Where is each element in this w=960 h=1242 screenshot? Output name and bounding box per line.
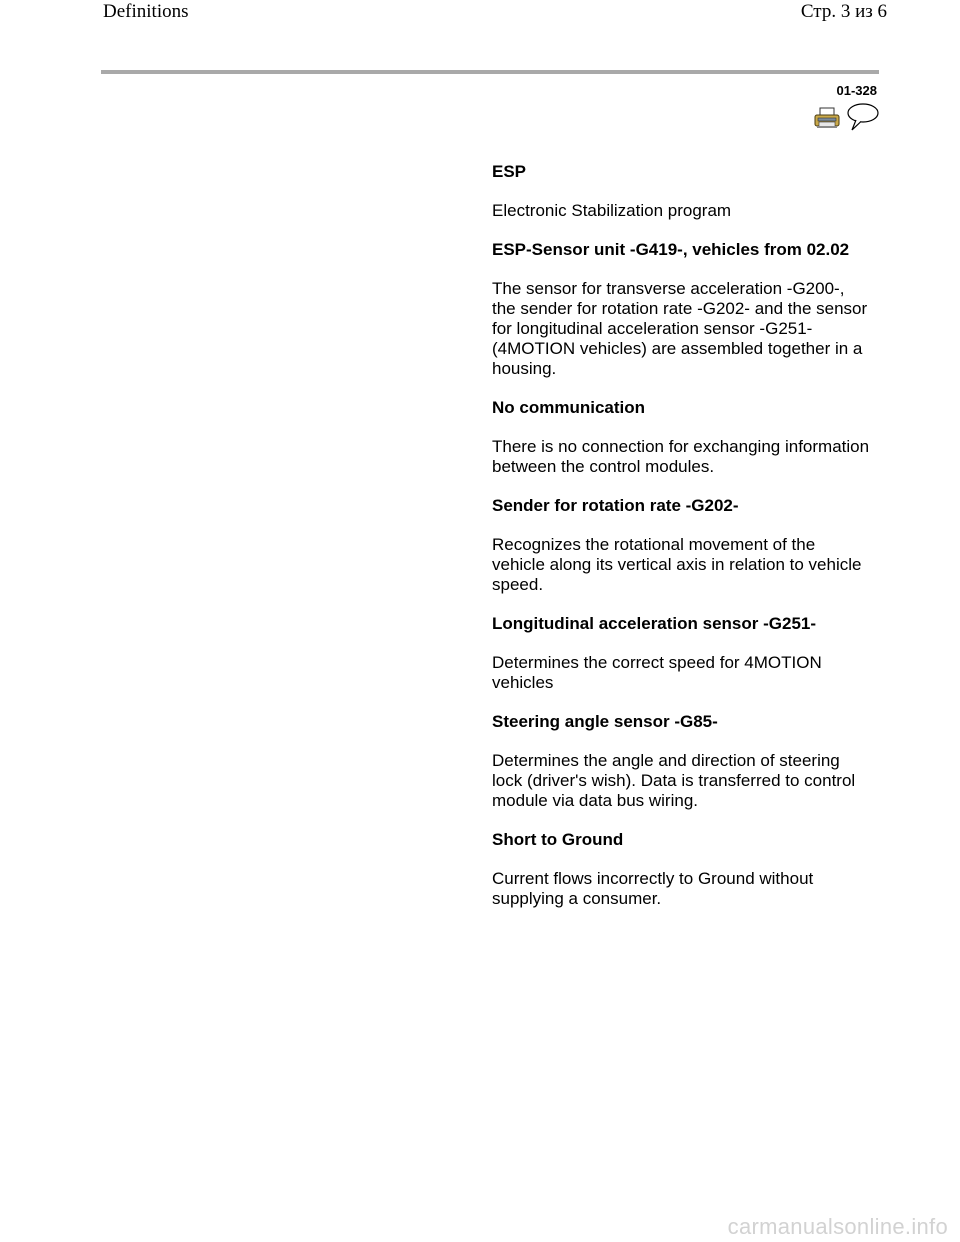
term: ESP-Sensor unit -G419-, vehicles from 02.02 [492, 240, 850, 259]
term: Longitudinal acceleration sensor -G251- [492, 614, 817, 633]
definition: The sensor for transverse acceleration -G200-, the sender for rotation rate -G202- and the sensor for longitudinal acceleration sensor -G251- (4MOTION vehicles) are assembled together in a housing. [492, 279, 868, 378]
page-indicator: Стр. 3 из 6 [800, 1, 887, 22]
term: Sender for rotation rate -G202- [492, 496, 739, 515]
header-divider [101, 70, 879, 74]
toolbar [812, 102, 882, 132]
definition: Determines the correct speed for 4MOTION vehicles [492, 653, 822, 692]
term: No communication [492, 398, 646, 417]
watermark: carmanualsonline.info [727, 1214, 948, 1239]
term: ESP [492, 162, 527, 181]
speech-bubble-icon[interactable] [846, 102, 880, 132]
header-title: Definitions [103, 1, 189, 22]
term: Short to Ground [492, 830, 624, 849]
definition: Current flows incorrectly to Ground without supplying a consumer. [492, 869, 814, 908]
definition: Recognizes the rotational movement of the vehicle along its vertical axis in relation to vehicle speed. [492, 535, 862, 594]
printer-icon[interactable] [814, 107, 840, 129]
definition: Determines the angle and direction of steering lock (driver's wish). Data is transferred to control module via data bus wiring. [492, 751, 856, 810]
definitions-list [492, 162, 872, 928]
page-code: 01-328 [836, 83, 877, 98]
definition: There is no connection for exchanging information between the control modules. [492, 437, 870, 476]
definition: Electronic Stabilization program [492, 201, 732, 220]
term: Steering angle sensor -G85- [492, 712, 718, 731]
